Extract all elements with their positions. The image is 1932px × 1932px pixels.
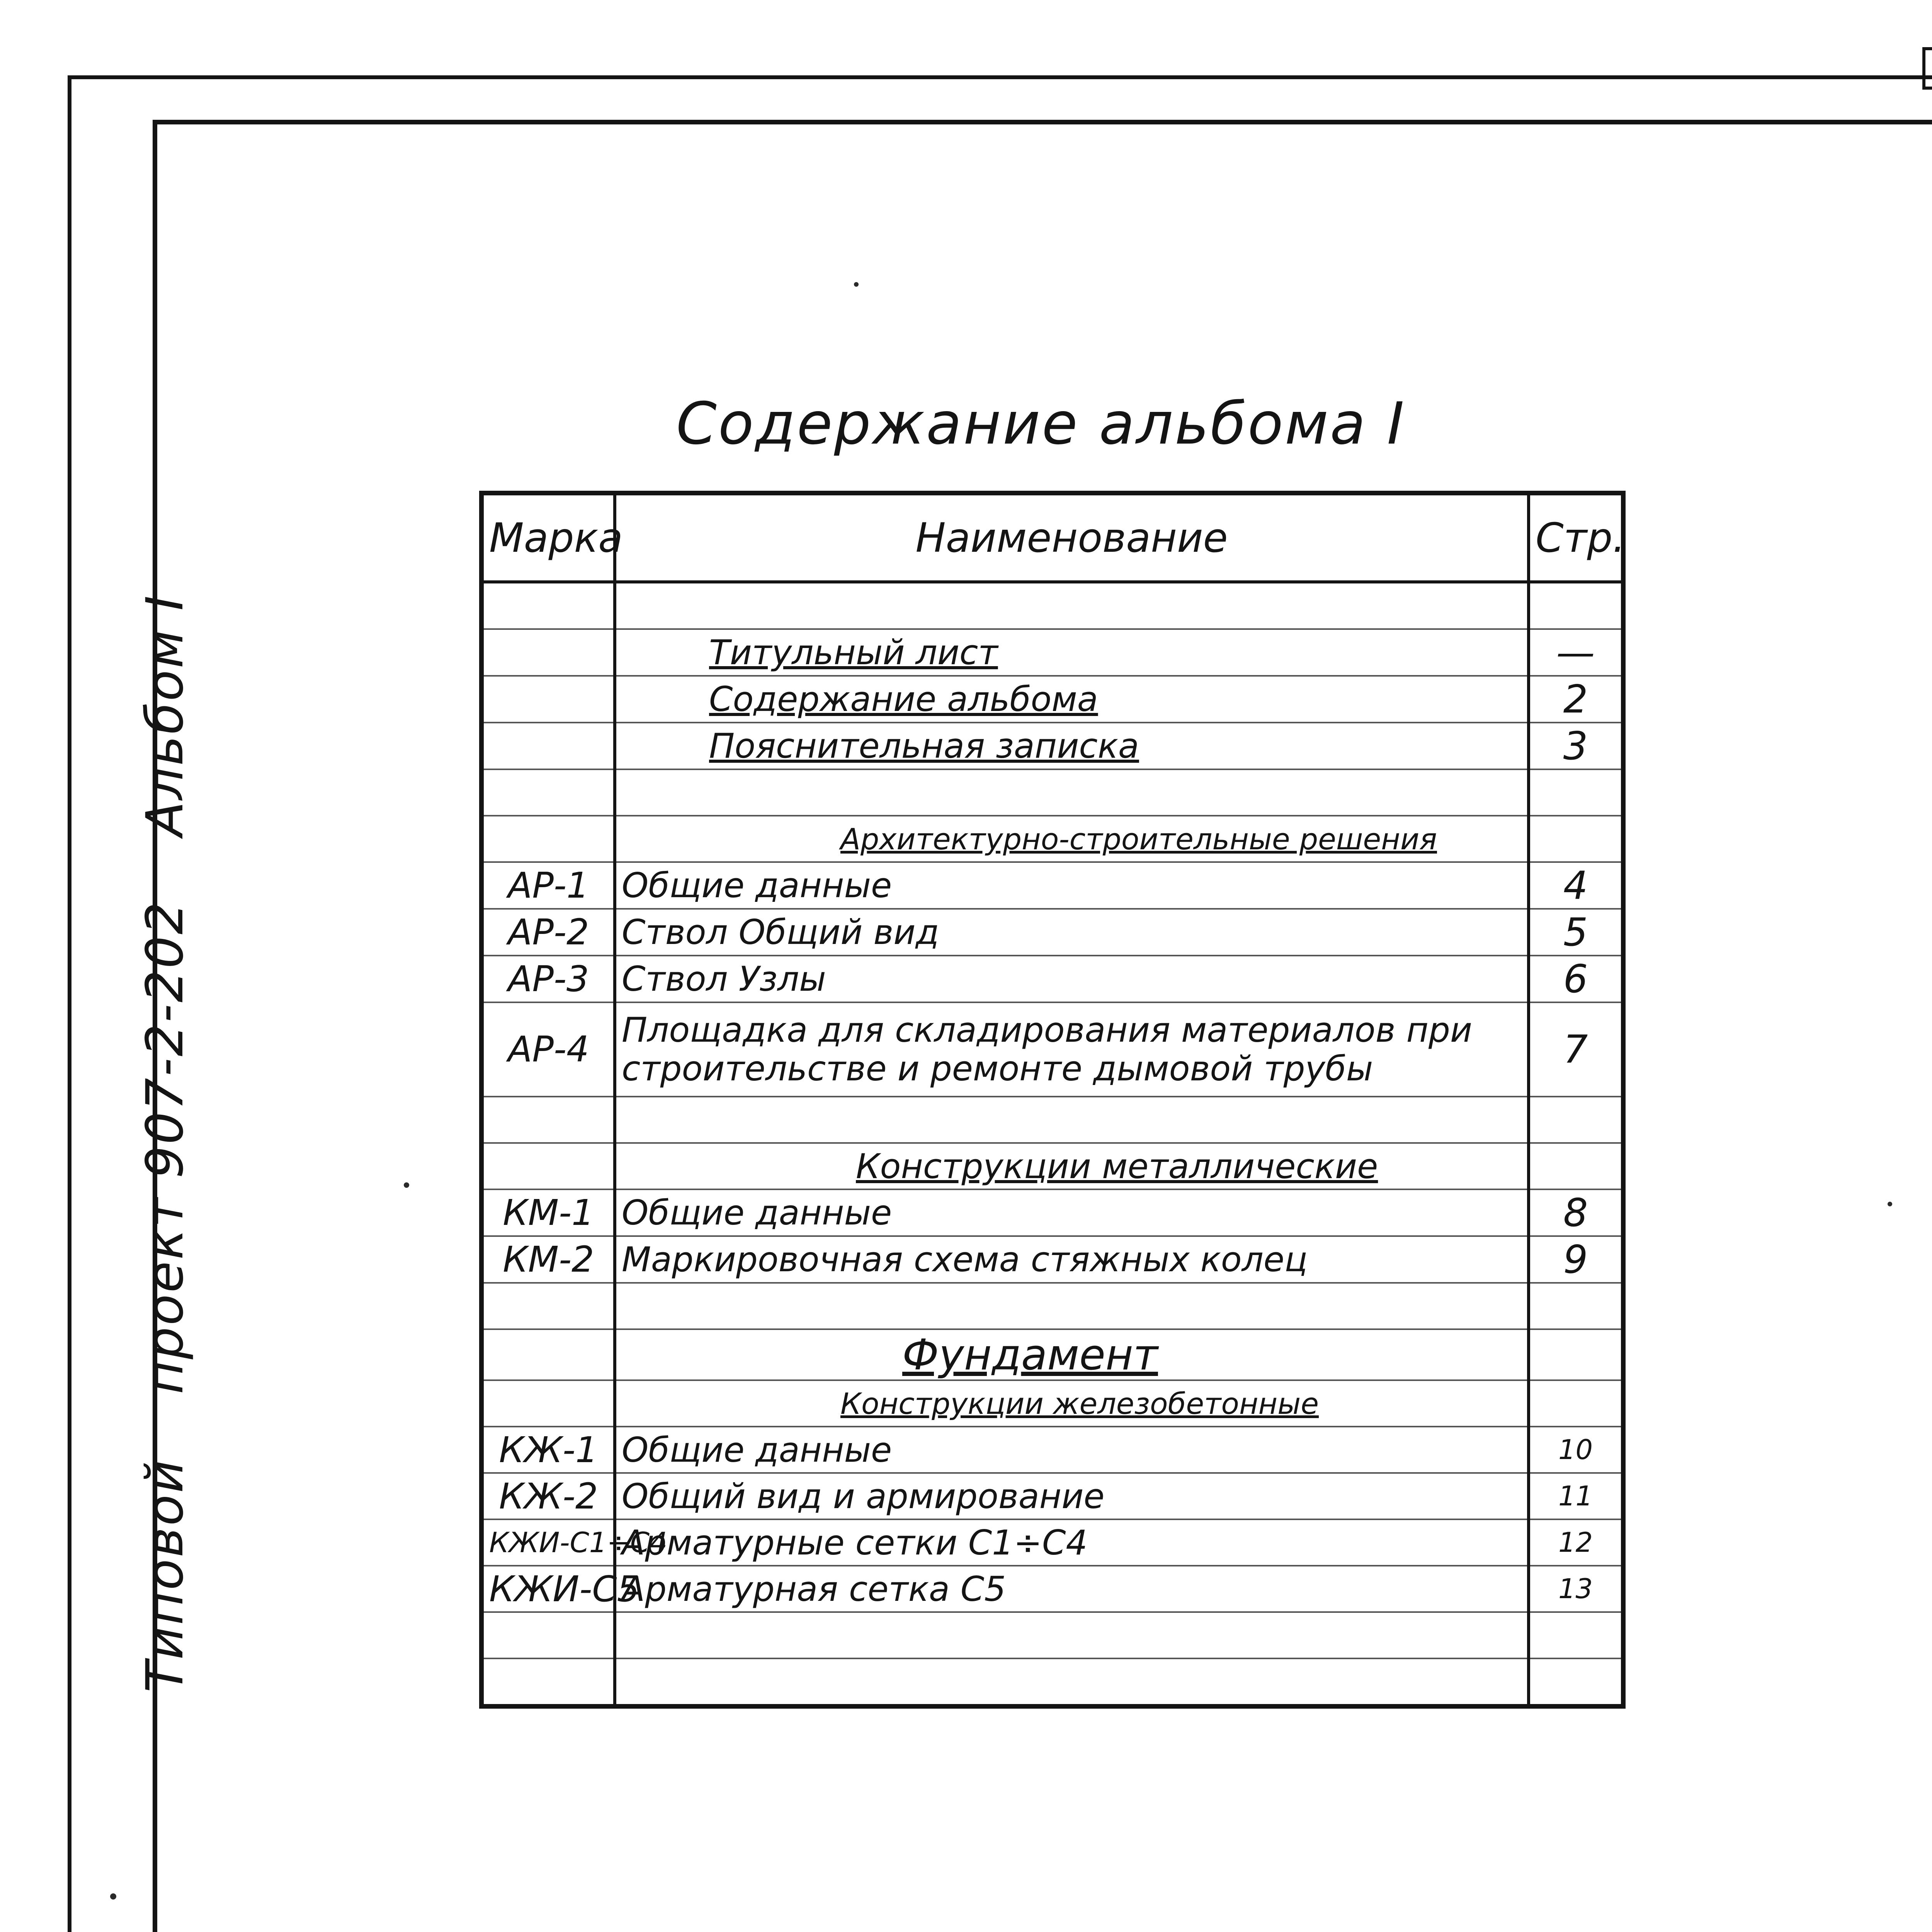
row-page: 5 xyxy=(1529,909,1623,956)
row-mark xyxy=(481,1658,615,1706)
row-page: 8 xyxy=(1529,1189,1623,1236)
column-header-mark: Марка xyxy=(481,493,615,582)
row-page xyxy=(1529,769,1623,816)
table-row xyxy=(481,1236,1623,1283)
table-row xyxy=(481,1143,1623,1189)
row-name: Пояснительная записка xyxy=(615,723,1529,769)
row-name: Общие данные xyxy=(615,862,1529,909)
row-mark xyxy=(481,769,615,816)
side-title-type: Типовой xyxy=(135,1458,195,1692)
table-row xyxy=(481,582,1623,629)
row-mark xyxy=(481,816,615,862)
row-mark xyxy=(481,1097,615,1143)
row-page xyxy=(1529,1283,1623,1329)
row-name: Ствол Узлы xyxy=(615,956,1529,1002)
table-row xyxy=(481,816,1623,862)
row-name: Архитектурно-строительные решения xyxy=(615,816,1529,862)
row-page xyxy=(1529,1380,1623,1427)
row-name xyxy=(615,1658,1529,1706)
row-name: Титульный лист xyxy=(615,629,1529,676)
table-row xyxy=(481,1329,1623,1380)
table-row xyxy=(481,1097,1623,1143)
side-title xyxy=(135,548,195,1692)
page-title: Содержание альбома I xyxy=(676,390,1406,457)
contents-table xyxy=(479,491,1626,1709)
table-row xyxy=(481,629,1623,676)
row-name: Общий вид и армирование xyxy=(615,1473,1529,1519)
row-mark: КЖИ-С5 xyxy=(481,1566,615,1612)
row-name: Ствол Общий вид xyxy=(615,909,1529,956)
table-row xyxy=(481,1566,1623,1612)
row-name xyxy=(615,1283,1529,1329)
row-page xyxy=(1529,1143,1623,1189)
row-page xyxy=(1529,816,1623,862)
row-page: 10 xyxy=(1529,1427,1623,1473)
row-page: 2 xyxy=(1529,676,1623,723)
row-page: 9 xyxy=(1529,1236,1623,1283)
row-name: Арматурная сетка С5 xyxy=(615,1566,1529,1612)
table-row xyxy=(481,909,1623,956)
row-name xyxy=(615,769,1529,816)
row-mark: КМ-2 xyxy=(481,1236,615,1283)
row-name: Общие данные xyxy=(615,1427,1529,1473)
row-page xyxy=(1529,1329,1623,1380)
row-mark xyxy=(481,676,615,723)
row-name: Содержание альбома xyxy=(615,676,1529,723)
table-row xyxy=(481,1473,1623,1519)
table-row xyxy=(481,1283,1623,1329)
table-row xyxy=(481,1658,1623,1706)
table-row xyxy=(481,723,1623,769)
row-page: 11 xyxy=(1529,1473,1623,1519)
row-mark xyxy=(481,1380,615,1427)
row-page: 4 xyxy=(1529,862,1623,909)
row-mark xyxy=(481,1612,615,1658)
row-page: 12 xyxy=(1529,1519,1623,1566)
row-mark: КЖ-2 xyxy=(481,1473,615,1519)
row-mark: АР-4 xyxy=(481,1002,615,1097)
table-row xyxy=(481,1002,1623,1097)
row-name xyxy=(615,1097,1529,1143)
table-row xyxy=(481,1427,1623,1473)
table-row xyxy=(481,1612,1623,1658)
row-page: — xyxy=(1529,629,1623,676)
table-row xyxy=(481,1189,1623,1236)
row-name: Площадка для складирования материалов при строительстве и ремонте дымовой трубы xyxy=(615,1002,1529,1097)
row-mark: АР-1 xyxy=(481,862,615,909)
row-page: 3 xyxy=(1529,723,1623,769)
row-mark: КЖ-1 xyxy=(481,1427,615,1473)
row-page: 13 xyxy=(1529,1566,1623,1612)
table-row xyxy=(481,956,1623,1002)
row-name xyxy=(615,1612,1529,1658)
row-mark: КМ-1 xyxy=(481,1189,615,1236)
row-page: 7 xyxy=(1529,1002,1623,1097)
table-row xyxy=(481,769,1623,816)
side-title-album: Альбом I xyxy=(135,594,195,837)
row-page xyxy=(1529,1658,1623,1706)
side-title-project: проект 907-2-202 xyxy=(135,900,195,1395)
row-name: Фундамент xyxy=(615,1329,1529,1380)
column-header-name: Наименование xyxy=(615,493,1529,582)
row-page xyxy=(1529,1097,1623,1143)
table-row xyxy=(481,676,1623,723)
table-row xyxy=(481,862,1623,909)
row-mark: АР-2 xyxy=(481,909,615,956)
row-name: Арматурные сетки С1÷С4 xyxy=(615,1519,1529,1566)
row-mark xyxy=(481,582,615,629)
row-page xyxy=(1529,1612,1623,1658)
table-row xyxy=(481,1380,1623,1427)
row-name: Маркировочная схема стяжных колец xyxy=(615,1236,1529,1283)
row-name: Конструкции железобетонные xyxy=(615,1380,1529,1427)
row-name: Общие данные xyxy=(615,1189,1529,1236)
row-mark: АР-3 xyxy=(481,956,615,1002)
row-name: Конструкции металлические xyxy=(615,1143,1529,1189)
table-header-row xyxy=(481,493,1623,582)
row-mark xyxy=(481,629,615,676)
row-name xyxy=(615,582,1529,629)
row-mark: КЖИ-С1÷С4 xyxy=(481,1519,615,1566)
row-mark xyxy=(481,1143,615,1189)
row-page: 6 xyxy=(1529,956,1623,1002)
row-mark xyxy=(481,1283,615,1329)
row-page xyxy=(1529,582,1623,629)
column-header-page: Стр. xyxy=(1529,493,1623,582)
row-mark xyxy=(481,723,615,769)
table-row xyxy=(481,1519,1623,1566)
row-mark xyxy=(481,1329,615,1380)
